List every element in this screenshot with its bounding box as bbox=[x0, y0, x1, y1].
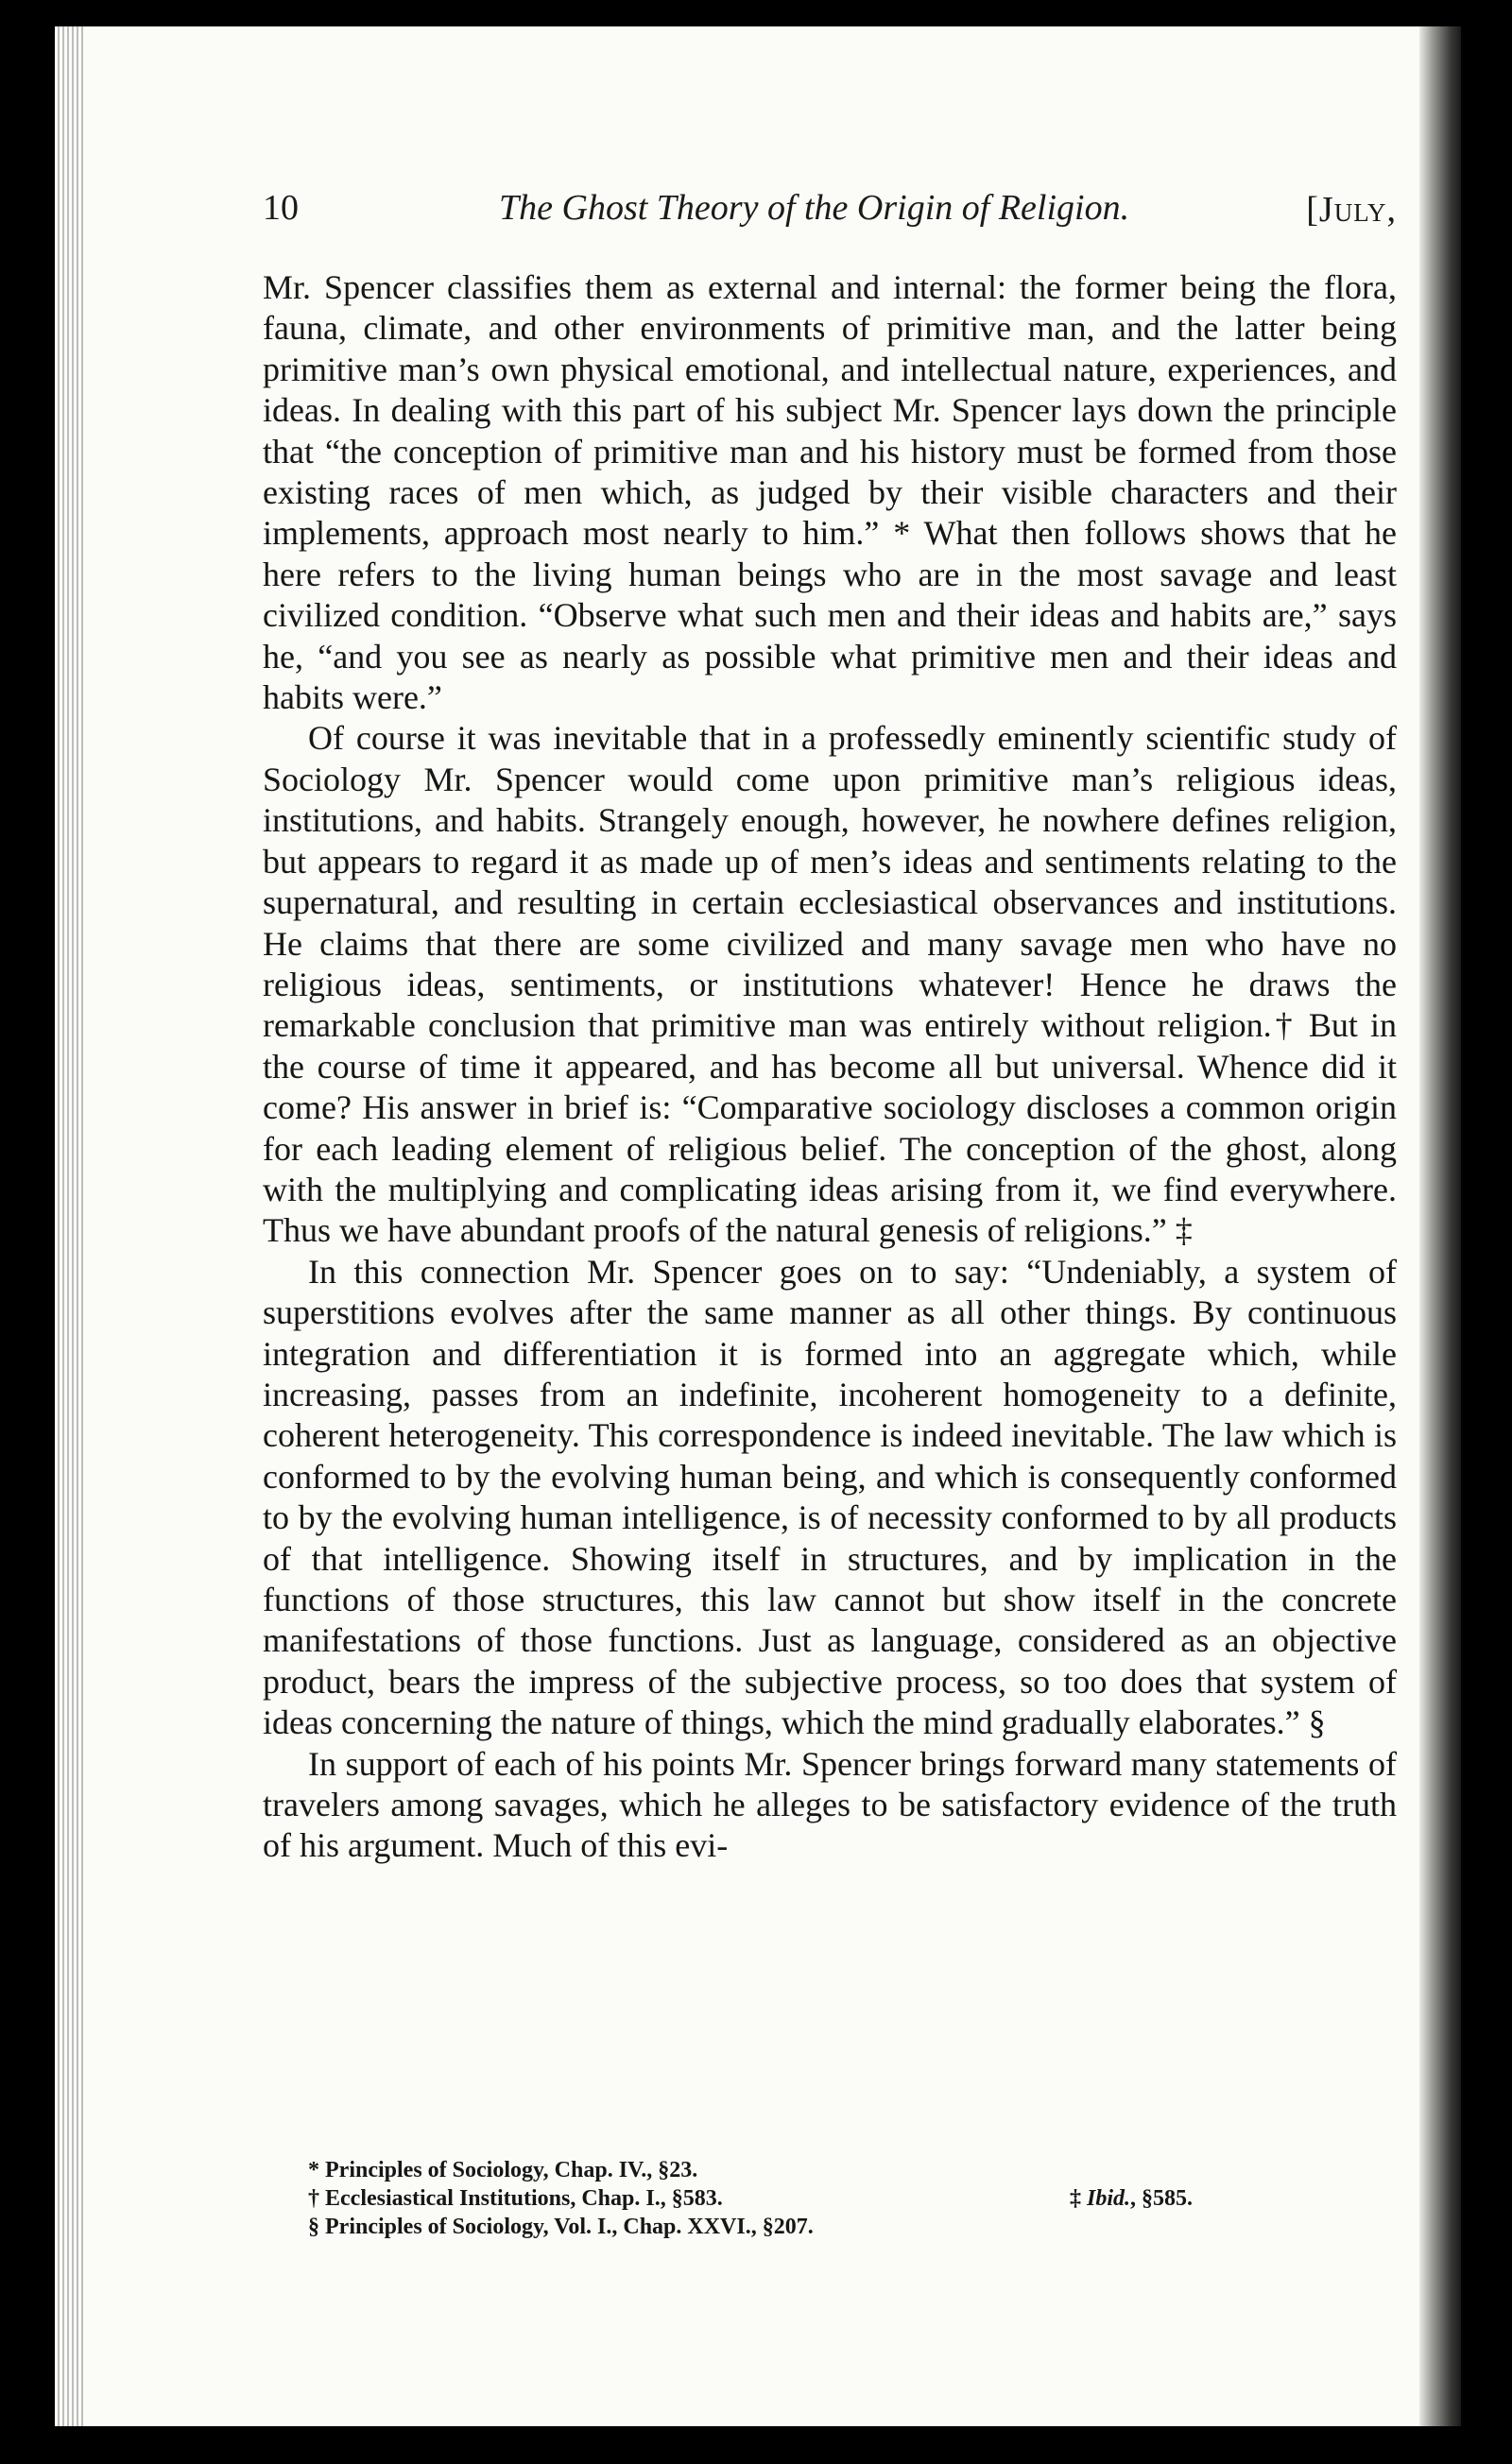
footnote-1 bbox=[308, 2156, 1272, 2184]
footnote-4 bbox=[308, 2213, 1272, 2241]
footnote-4-text: § Principles of Sociology, Vol. I., Chap. XXVI., §207. bbox=[308, 2215, 814, 2239]
paragraph-2: Of course it was inevitable that in a professedly eminently scientific study of Sociology Mr. Spencer would come upon primitive man’s religious ideas, institutions, and habits. Strangely enough, however, he nowhere defines religion, but appears to regard it as made up of men’s ideas and sentiments relating to the supernatural, and resulting in certain ecclesiastical observances and institutions. He claims that there are some civilized and many savage men who have no religious ideas, sentiments, or institutions whatever! Hence he draws the remarkable conclusion that primitive man was entirely without religion.† But in the course of time it appeared, and has become all but universal. Whence did it come? His answer in brief is: “Comparative sociology discloses a common origin for each leading element of religious belief. The conception of the ghost, along with the multiplying and complicating ideas arising from it, we find everywhere. Thus we have abundant proofs of the natural genesis of religions.” ‡ bbox=[263, 719, 1397, 1250]
book-page bbox=[55, 26, 1461, 2426]
page-number: 10 bbox=[263, 188, 299, 228]
footnote-2-text: † Ecclesiastical Institutions, Chap. I., §583. bbox=[308, 2186, 723, 2211]
footnote-1-text: * Principles of Sociology, Chap. IV., §23. bbox=[308, 2158, 698, 2182]
paragraph-3: In this connection Mr. Spencer goes on to say: “Undeniably, a system of superstitions evolves after the same manner as all other things. By continuous integration and differentiation it is formed into an aggregate which, while increasing, passes from an indefinite, incoherent homogeneity to a definite, coherent heterogeneity. This correspondence is indeed inevitable. The law which is conformed to by the evolving human being, and which is consequently conformed to by the evolving human intelligence, is of necessity conformed to by all products of that intelligence. Showing itself in structures, and by implication in the functions of those structures, this law cannot but show itself in the concrete manifestations of those functions. Just as language, considered as an objective product, bears the impress of the subjective process, so too does that system of ideas concerning the nature of things, which the mind gradually elaborates.” § bbox=[263, 1252, 1397, 1742]
paragraph-1: Mr. Spencer classifies them as external and internal: the former being the flora, fauna, climate, and other environments of primitive man, and the latter being primitive man’s own physical emotional, and intellectual nature, experiences, and ideas. In dealing with this part of his subject Mr. Spencer lays down the principle that “the conception of primitive man and his history must be formed from those existing races of men which, as judged by their visible characters and their implements, approach most nearly to him.” * What then follows shows that he here refers to the living human beings who are in the most savage and least civilized condition. “Observe what such men and their ideas and habits are,” says he, “and you see as nearly as possible what primitive men and their ideas and habits were.” bbox=[263, 268, 1397, 717]
page-edge-lines bbox=[55, 26, 85, 2426]
footnotes bbox=[308, 2156, 1272, 2241]
footnote-2 bbox=[308, 2184, 1272, 2213]
running-title: The Ghost Theory of the Origin of Religion. bbox=[499, 188, 1130, 228]
running-month: [July, bbox=[1306, 190, 1397, 230]
paragraph-4: In support of each of his points Mr. Spencer brings forward many statements of travelers among savages, which he alleges to be satisfactory evidence of the truth of his argument. Much of this evi- bbox=[263, 1744, 1397, 1865]
running-head bbox=[263, 187, 1397, 244]
footnote-3 bbox=[1070, 2184, 1193, 2213]
book-spine-shadow bbox=[1419, 26, 1461, 2426]
footnote-3-rest: , §585. bbox=[1130, 2186, 1194, 2211]
body-text bbox=[263, 267, 1397, 1867]
footnote-3-mark: ‡ bbox=[1070, 2186, 1081, 2211]
footnote-3-ibid: Ibid. bbox=[1087, 2186, 1131, 2211]
